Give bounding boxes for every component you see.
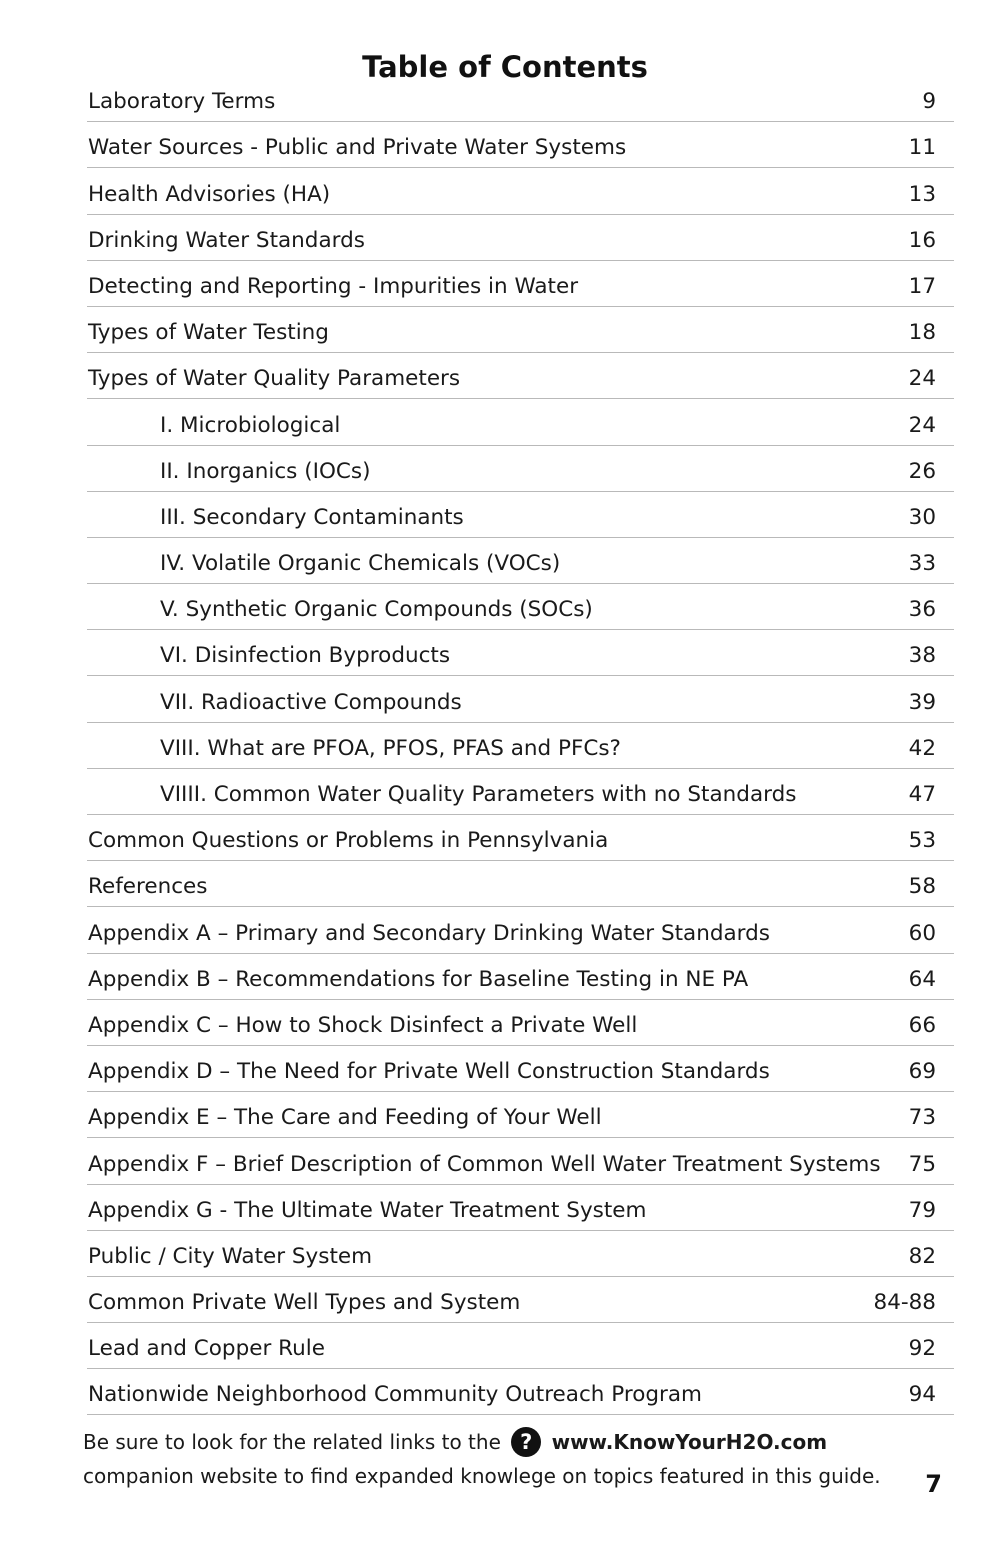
toc-entry-page: 18 [908, 320, 936, 346]
toc-entry-page: 38 [908, 643, 936, 669]
toc-entry-page: 26 [908, 458, 936, 484]
toc-entry-title: V. Synthetic Organic Compounds (SOCs) [160, 597, 593, 623]
website-link[interactable]: www.KnowYourH2O.com [551, 1430, 828, 1454]
toc-entry[interactable] [87, 122, 954, 168]
toc-entry-page: 69 [908, 1059, 936, 1085]
toc-entry-title: Appendix A – Primary and Secondary Drinking Water Standards [88, 920, 770, 946]
toc-entry-title: Appendix B – Recommendations for Baseline Testing in NE PA [88, 966, 749, 992]
toc-entry-title: Appendix D – The Need for Private Well Construction Standards [88, 1059, 770, 1085]
toc-entry[interactable] [87, 353, 954, 399]
toc-entry[interactable] [87, 907, 954, 953]
toc-entry-page: 16 [908, 227, 936, 253]
toc-entry-page: 24 [908, 412, 936, 438]
toc-entry[interactable] [87, 215, 954, 261]
toc-entry-title: Common Private Well Types and System [88, 1290, 521, 1316]
toc-entry-page: 36 [908, 597, 936, 623]
toc-subentry[interactable] [87, 676, 954, 722]
toc-entry[interactable] [87, 1185, 954, 1231]
table-of-contents [87, 76, 954, 1415]
toc-entry-page: 39 [908, 689, 936, 715]
toc-entry-page: 9 [922, 89, 936, 115]
toc-entry-title: Drinking Water Standards [88, 227, 365, 253]
toc-entry-title: Lead and Copper Rule [88, 1336, 325, 1362]
toc-entry-page: 47 [908, 782, 936, 807]
toc-entry-title: Appendix E – The Care and Feeding of Your Well [88, 1105, 602, 1131]
toc-subentry[interactable] [87, 769, 954, 815]
toc-entry-page: 60 [908, 920, 936, 946]
toc-entry-title: Public / City Water System [88, 1243, 373, 1269]
toc-entry[interactable] [87, 1000, 954, 1046]
toc-entry[interactable] [87, 307, 954, 353]
toc-entry[interactable] [87, 954, 954, 1000]
toc-entry[interactable] [87, 1092, 954, 1138]
toc-entry-page: 73 [908, 1105, 936, 1131]
toc-entry[interactable] [87, 1138, 954, 1184]
toc-subentry[interactable] [87, 492, 954, 538]
toc-entry-title: Laboratory Terms [88, 89, 276, 115]
toc-entry-page: 64 [908, 966, 936, 992]
toc-entry-title: Health Advisories (HA) [88, 181, 331, 207]
toc-subentry[interactable] [87, 446, 954, 492]
toc-entry[interactable] [87, 815, 954, 861]
toc-entry-title: Water Sources - Public and Private Water Systems [88, 135, 627, 161]
toc-entry-page: 84-88 [873, 1290, 936, 1316]
toc-entry[interactable] [87, 168, 954, 214]
toc-entry-title: I. Microbiological [160, 412, 341, 438]
toc-entry-page: 82 [908, 1243, 936, 1269]
toc-entry-title: Types of Water Quality Parameters [88, 366, 461, 392]
page-title: Table of Contents [362, 50, 648, 84]
toc-entry-page: 17 [908, 273, 936, 299]
toc-entry-title: Appendix G - The Ultimate Water Treatment System [88, 1197, 647, 1223]
toc-entry[interactable] [87, 1231, 954, 1277]
toc-entry[interactable] [87, 1323, 954, 1369]
toc-subentry[interactable] [87, 630, 954, 676]
toc-entry-title: II. Inorganics (IOCs) [160, 458, 371, 484]
toc-entry-title: VIIII. Common Water Quality Parameters with no Standards [160, 782, 797, 807]
toc-entry-title: Detecting and Reporting - Impurities in Water [88, 273, 579, 299]
toc-entry-title: Appendix C – How to Shock Disinfect a Private Well [88, 1012, 638, 1038]
toc-entry-page: 94 [908, 1382, 936, 1408]
toc-entry-page: 92 [908, 1336, 936, 1362]
toc-subentry[interactable] [87, 538, 954, 584]
page-number: 7 [925, 1470, 942, 1498]
footer-text-after: companion website to find expanded knowlege on topics featured in this guide. [83, 1464, 881, 1488]
toc-entry-title: Nationwide Neighborhood Community Outreach Program [88, 1382, 702, 1408]
toc-subentry[interactable] [87, 723, 954, 769]
toc-entry-title: VII. Radioactive Compounds [160, 689, 462, 715]
toc-entry[interactable] [87, 261, 954, 307]
question-circle-icon: ? [511, 1427, 541, 1457]
toc-entry-title: Types of Water Testing [88, 320, 329, 346]
toc-entry-title: References [88, 874, 208, 900]
toc-entry-page: 42 [908, 735, 936, 761]
toc-entry-title: VI. Disinfection Byproducts [160, 643, 451, 669]
toc-entry[interactable] [87, 1369, 954, 1415]
toc-entry-page: 11 [908, 135, 936, 161]
toc-subentry[interactable] [87, 399, 954, 445]
toc-entry-page: 24 [908, 366, 936, 392]
toc-entry-page: 58 [908, 874, 936, 900]
toc-entry[interactable] [87, 861, 954, 907]
toc-entry[interactable] [87, 76, 954, 122]
toc-entry-page: 13 [908, 181, 936, 207]
toc-entry-page: 79 [908, 1197, 936, 1223]
toc-entry[interactable] [87, 1046, 954, 1092]
toc-entry-page: 30 [908, 504, 936, 530]
toc-entry-page: 53 [908, 828, 936, 854]
footer-text-before: Be sure to look for the related links to the [83, 1430, 501, 1454]
footer-note [83, 1425, 943, 1493]
toc-entry-page: 66 [908, 1012, 936, 1038]
toc-entry-page: 75 [908, 1151, 936, 1177]
toc-entry-title: IV. Volatile Organic Chemicals (VOCs) [160, 551, 561, 577]
toc-entry-title: III. Secondary Contaminants [160, 504, 464, 530]
toc-entry-title: Appendix F – Brief Description of Common Well Water Treatment Systems [88, 1151, 881, 1177]
toc-subentry[interactable] [87, 584, 954, 630]
toc-entry-title: Common Questions or Problems in Pennsylvania [88, 828, 609, 854]
toc-entry-title: VIII. What are PFOA, PFOS, PFAS and PFCs? [160, 735, 621, 761]
toc-entry[interactable] [87, 1277, 954, 1323]
toc-entry-page: 33 [908, 551, 936, 577]
